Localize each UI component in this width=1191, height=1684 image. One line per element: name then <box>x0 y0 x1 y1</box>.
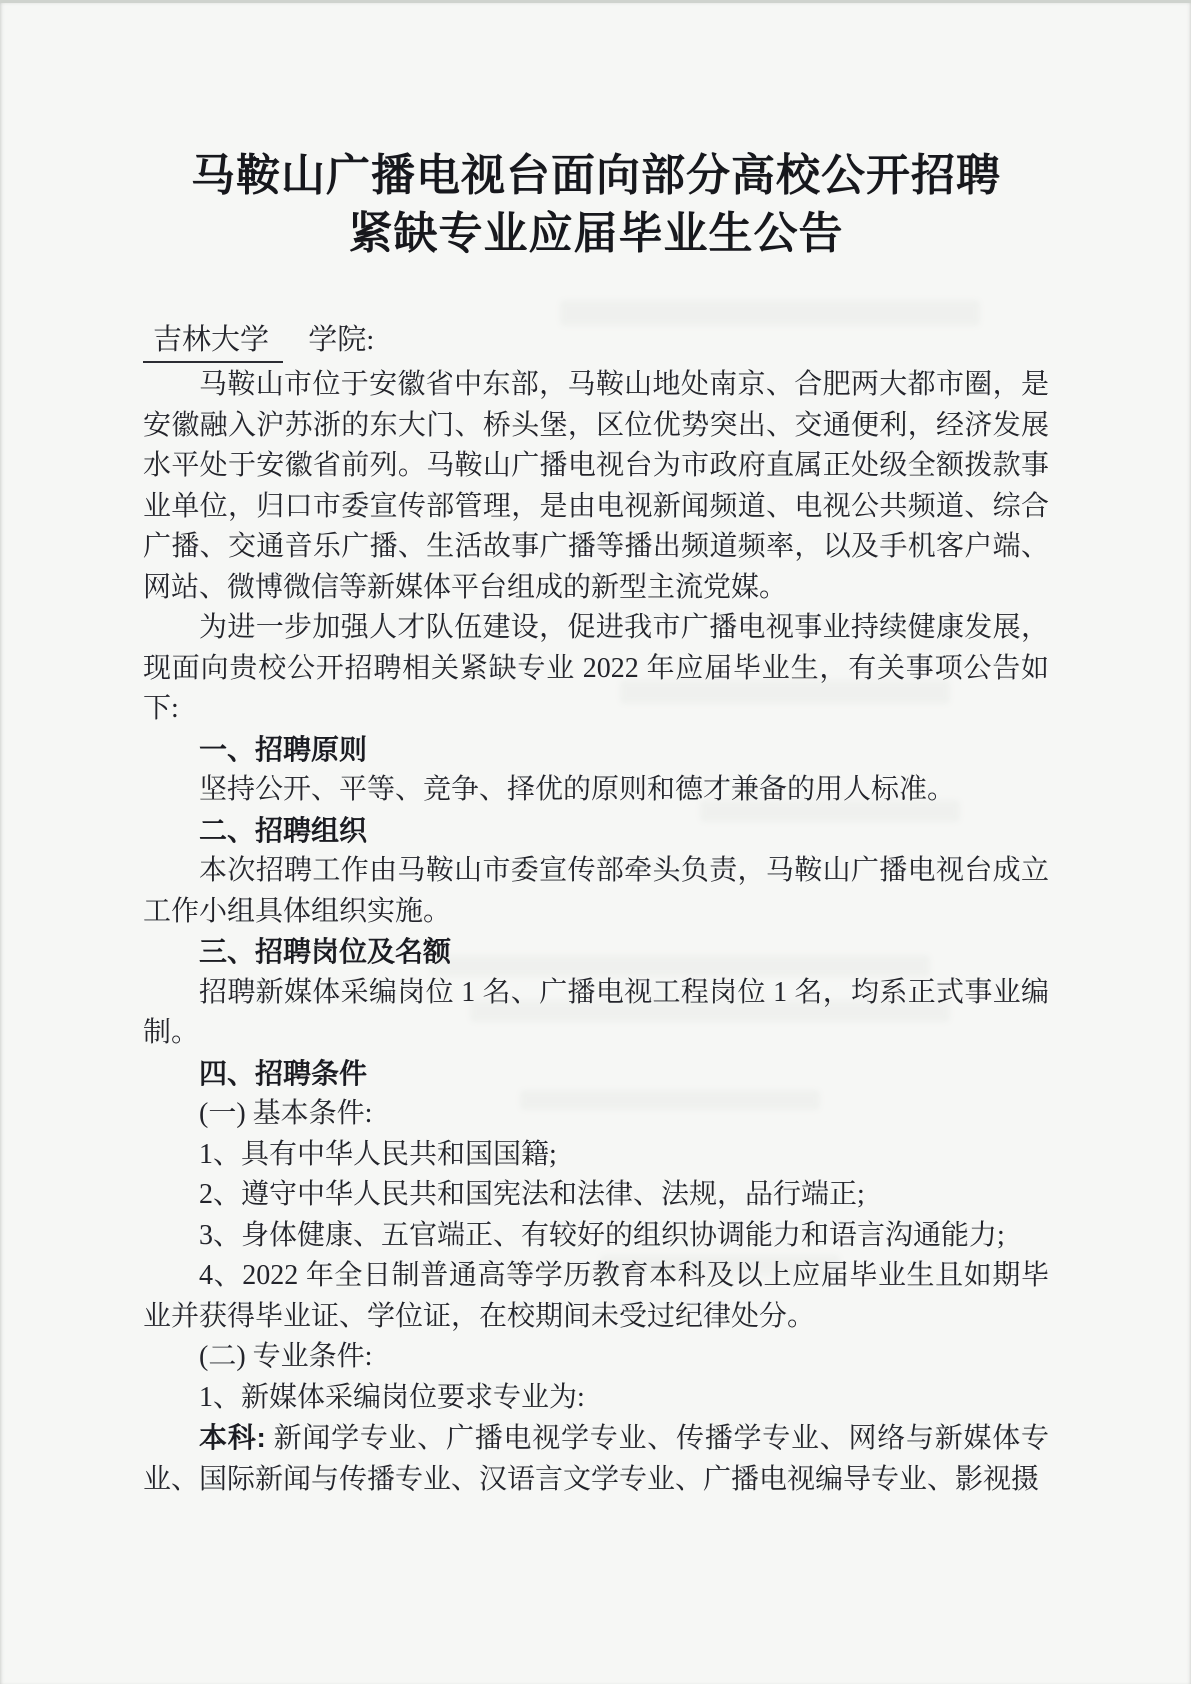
section-heading-2-organization: 二、招聘组织 <box>199 814 368 846</box>
condition-item-2: 2、遵守中华人民共和国宪法和法律、法规，品行端正; <box>199 1179 865 1210</box>
subheading-major-conditions: (二) 专业条件: <box>199 1341 373 1372</box>
paragraph-principles: 坚持公开、平等、竞争、择优的原则和德才兼备的用人标准。 <box>199 774 956 805</box>
paragraph-purpose: 为进一步加强人才队伍建设，促进我市广播电视事业持续健康发展，现面向贵校公开招聘相关紧缺专业 2022 年应届毕业生，有关事项公告如下: <box>143 612 1049 724</box>
title-line-1: 马鞍山广播电视台面向部分高校公开招聘 <box>191 151 1001 200</box>
paragraph-intro: 马鞍山市位于安徽省中东部，马鞍山地处南京、合肥两大都市圈，是安徽融入沪苏浙的东大门、桥头堡，区位优势突出、交通便利，经济发展水平处于安徽省前列。马鞍山广播电视台为市政府直属正处级全额拨款事业单位，归口市委宣传部管理，是由电视新闻频道、电视公共频道、综合广播、交通音乐广播、生活故事广播等播出频道频率，以及手机客户端、网站、微博微信等新媒体平台组成的新型主流党媒。 <box>143 369 1049 603</box>
paragraph-undergraduate-majors <box>143 1418 1049 1500</box>
condition-item-1: 1、具有中华人民共和国国籍; <box>199 1138 557 1170</box>
document-title <box>143 147 1049 263</box>
subheading-basic-conditions: (一) 基本条件: <box>199 1098 373 1129</box>
section-heading-4-requirements: 四、招聘条件 <box>199 1057 368 1089</box>
undergraduate-label: 本科: <box>199 1422 266 1453</box>
addressee-university-underlined: 吉林大学 <box>143 319 283 363</box>
section-heading-3-positions: 三、招聘岗位及名额 <box>199 936 452 967</box>
document-body <box>143 365 1049 1500</box>
title-line-2: 紧缺专业应届毕业生公告 <box>348 209 844 258</box>
major-requirement-intro: 1、新媒体采编岗位要求专业为: <box>199 1381 585 1413</box>
document-content <box>143 0 1049 1500</box>
undergraduate-majors-list: 新闻学专业、广播电视学专业、传播学专业、网络与新媒体专业、国际新闻与传播专业、汉语言文学专业、广播电视编导专业、影视摄 <box>143 1423 1049 1495</box>
condition-item-3: 3、身体健康、五官端正、有较好的组织协调能力和语言沟通能力; <box>199 1219 1005 1251</box>
condition-item-4: 4、2022 年全日制普通高等学历教育本科及以上应届毕业生且如期毕业并获得毕业证、学位证，在校期间未受过纪律处分。 <box>143 1260 1049 1332</box>
paragraph-positions: 招聘新媒体采编岗位 1 名、广播电视工程岗位 1 名，均系正式事业编制。 <box>143 976 1049 1048</box>
addressee-suffix: 学院: <box>308 324 375 356</box>
section-heading-1-principles: 一、招聘原则 <box>199 733 368 765</box>
salutation-line <box>143 319 1049 363</box>
paragraph-organization: 本次招聘工作由马鞍山市委宣传部牵头负责，马鞍山广播电视台成立工作小组具体组织实施。 <box>143 855 1049 927</box>
